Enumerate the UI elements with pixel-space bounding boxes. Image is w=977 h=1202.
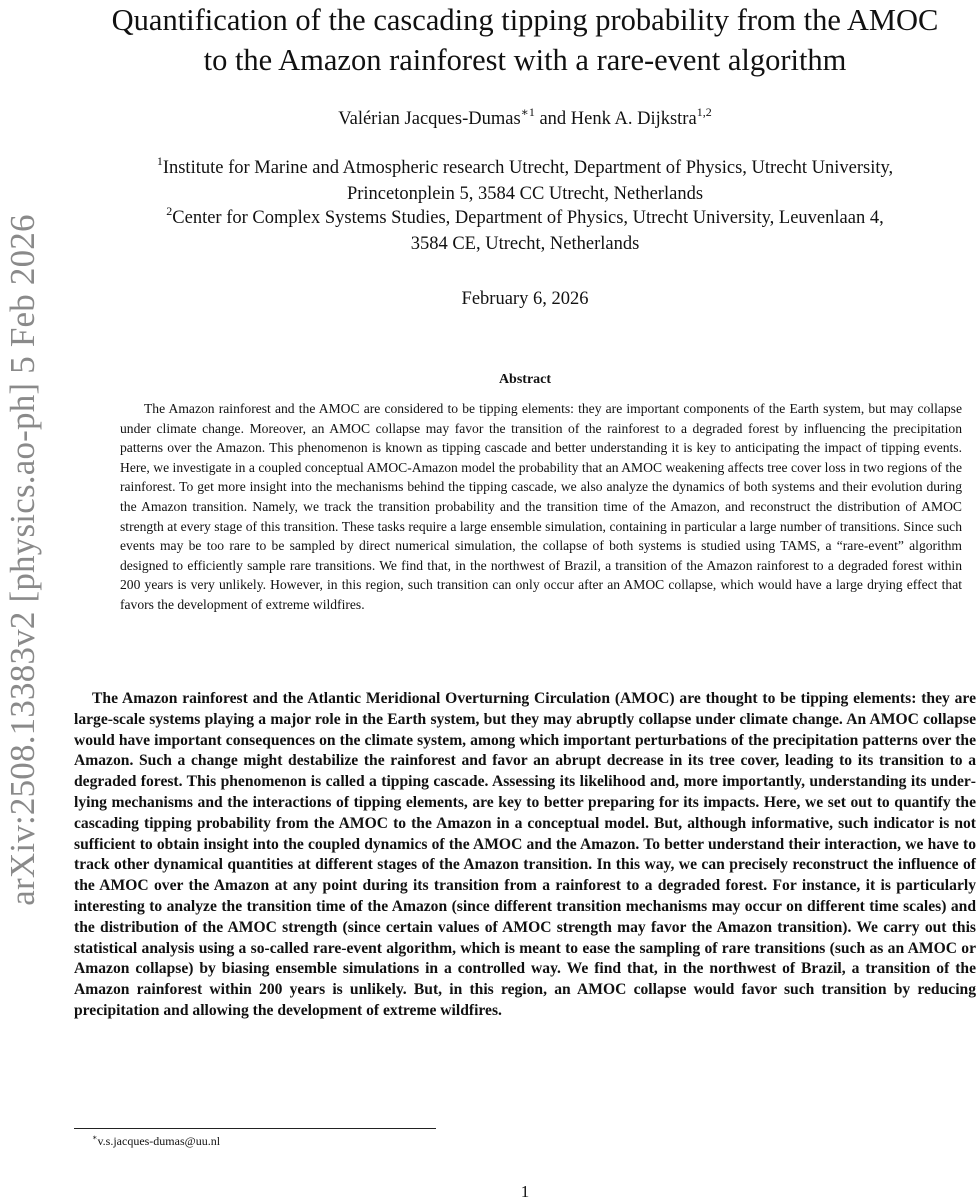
footnote (92, 1134, 220, 1149)
affiliation-1-mark: 1 (156, 154, 163, 168)
title-line-2: to the Amazon rainforest with a rare-event algorithm (203, 43, 847, 77)
affiliation-2 (60, 205, 977, 257)
page-number: 1 (520, 1182, 530, 1201)
author-1-name: Valérian Jacques-Dumas (338, 109, 521, 129)
author-2-marks: 1,2 (696, 105, 712, 119)
affiliation-2-mark: 2 (166, 204, 173, 218)
affiliation-1-line-2: Princetonplein 5, 3584 CC Utrecht, Netherlands (346, 184, 704, 204)
affiliation-1-line-1: Institute for Marine and Atmospheric research Utrecht, Department of Physics, Utrecht University, (162, 158, 894, 178)
affiliation-1 (60, 155, 977, 207)
footnote-email: v.s.jacques-dumas@uu.nl (97, 1134, 221, 1148)
publication-date: February 6, 2026 (461, 289, 589, 309)
abstract-heading: Abstract (498, 372, 552, 387)
abstract-body: The Amazon rainforest and the AMOC are considered to be tipping elements: they are important components of the Earth system, but may collapse under climate change. Moreover, an AMOC collapse may favor the transition of the rainforest to a degraded forest by influencing the precipitation patterns over the Amazon. This phenomenon is known as tipping cascade and better understanding it is key to anticipating the impact of tipping events. Here, we investigate in a coupled conceptual AMOC-Amazon model the probability that an AMOC weakening affects tree cover loss in two regions of the rainforest. To get more insight into the mechanisms behind the tipping cascade, we also analyze the dynamics of both systems and their evolution during the Amazon transition. Namely, we track the transition probability and the transition time of the Amazon, and reconstruct the distribution of AMOC strength at every stage of this transition. These tasks require a large ensemble simulation, containing in particular a large number of transitions. Since such events may be too rare to be sampled by direct numerical simulation, the collapse of both systems is studied using TAMS, a “rare-event” algorithm designed to efficiently sample rare transitions. We find that, in the northwest of Brazil, a transition of the Amazon rainforest to a degraded forest within 200 years is very unlikely. However, in this region, such transition can only occur after an AMOC collapse, which would have a large drying effect that favors the development of extreme wildfires. (120, 401, 962, 612)
title-line-1: Quantification of the cascading tipping probability from the AMOC (111, 3, 939, 37)
author-1-marks: ∗1 (520, 105, 535, 119)
paper-title (60, 0, 977, 80)
author-list (60, 107, 977, 131)
affiliation-2-line-1: Center for Complex Systems Studies, Department of Physics, Utrecht University, Leuvenlaan 4, (172, 208, 884, 228)
arxiv-stamp (0, 0, 46, 1200)
affiliation-2-line-2: 3584 CE, Utrecht, Netherlands (410, 234, 640, 254)
intro-paragraph: The Amazon rainforest and the Atlantic Meridional Overturning Circulation (AMOC) are thought to be tipping elements: they are large-scale systems playing a major role in the Earth system, but they may abruptly collapse under climate change. An AMOC collapse would have important consequences on the climate system, among which important perturbations of the precipitation patterns over the Amazon. Such a change might destabilize the rainforest and favor an abrupt decrease in its tree cover, leading to its transition to a degraded forest. This phenomenon is called a tipping cascade. Assessing its likelihood and, more importantly, understanding its underlying mechanisms and the interactions of tipping elements, are key to better preparing for its impacts. Here, we set out to quantify the cascading tipping probability from the AMOC to the Amazon in a conceptual model. But, although informative, such indicator is not sufficient to obtain insight into the coupled dynamics of the AMOC and the Amazon. To better understand their interaction, we have to track other dynamical quantities at different stages of the Amazon transition. In this way, we can precisely reconstruct the influence of the AMOC over the Amazon at any point during its transition from a rainforest to a degraded forest. For instance, it is particularly interesting to analyze the transition time of the Amazon (since different transition mechanisms may occur on different time scales) and the distribution of the AMOC strength (since certain values of AMOC strength may favor the Amazon transition). We carry out this statistical analysis using a so-called rare-event algorithm, which is meant to ease the sampling of rare transitions (such as an AMOC or Amazon collapse) by biasing ensemble simulations in a controlled way. We find that, in the northwest of Brazil, a transition of the Amazon rainforest within 200 years is unlikely. But, in this region, an AMOC collapse would favor such transition by reducing precipitation and allowing the development of extreme wildfires. (74, 690, 976, 1019)
footnote-mark: ∗ (92, 1133, 98, 1142)
author-conjunction: and (534, 109, 571, 129)
arxiv-identifier: arXiv:2508.13383v2 [physics.ao-ph] 5 Feb 2026 (3, 214, 42, 906)
footnote-divider (74, 1128, 436, 1129)
author-2-name: Henk A. Dijkstra (570, 109, 697, 129)
